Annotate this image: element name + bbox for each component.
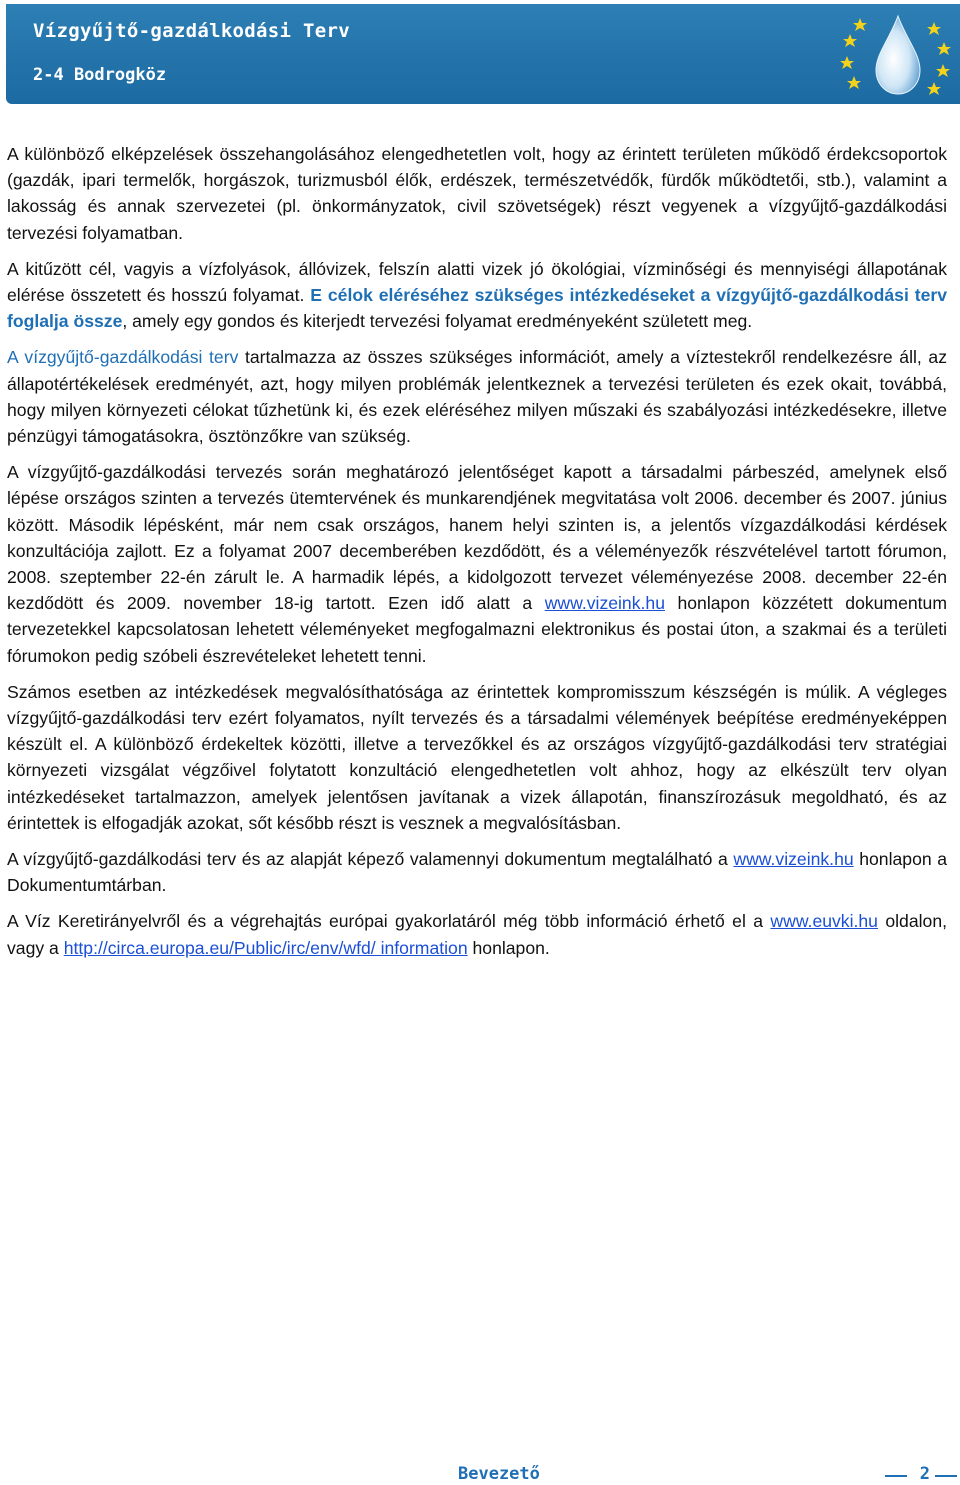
document-body — [7, 141, 947, 971]
circa-europa-link[interactable]: http://circa.europa.eu/Public/irc/env/wfd/ information — [63, 937, 468, 958]
paragraph-documents-text-1: A vízgyűjtő-gazdálkodási terv és az alapját képező valamennyi dokumentum megtalálható a — [7, 849, 734, 870]
header-title: Vízgyűjtő-gazdálkodási Terv — [33, 20, 350, 42]
paragraph-plan-contents — [7, 344, 947, 449]
paragraph-compromise: Számos esetben az intézkedések megvalósíthatósága az érintettek kompromisszum készségén is múlik. A végleges vízgyűjtő-gazdálkodási terv ezért folyamatos, nyílt tervezés és a társadalmi vélemények beépítése eredményeképpen készült el. A különböző érdekeltek közötti, illetve a tervezőkkel és az országos vízgyűjtő-gazdálkodási terv stratégiai környezeti vizsgálat végzőivel folytatott konzultáció elengedhetetlen volt ahhoz, hogy az elkészült terv olyan intézkedéseket tartalmazzon, amelyek jelentősen javítanak a vizek állapotán, finanszírozásuk megoldható, és az érintettek is elfogadják azokat, sőt később részt is vesznek a megvalósításban. — [7, 681, 947, 833]
paragraph-public-dialogue — [7, 459, 947, 669]
paragraph-more-info — [7, 908, 947, 960]
footer-page-number: 2 — [919, 1464, 930, 1484]
eu-stars-water-drop-icon — [810, 4, 960, 104]
paragraph-goals-text-1: A kitűzött cél, vagyis a vízfolyások, állóvizek, felszín alatti vizek jó ökológiai, vízminőségi és mennyiségi állapotának elérése összetett és hosszú folyamat. — [7, 258, 947, 306]
paragraph-public-dialogue-text-1: A vízgyűjtő-gazdálkodási tervezés során meghatározó jelentőséget kapott a társadalmi párbeszéd, amelynek első lépése országos szinten a tervezés ütemtervének és munkarendjének megvitatása volt 2006. december és 2007. június között. Második lépésként, már nem csak országos, hanem helyi szinten is, a jelentős vízgazdálkodási kérdések konzultációja zajlott. Ez a folyamat 2007 decemberében kezdődött, és a véleményezők részvételével tartott fórumon, 2008. szeptember 22-én zárult le. A harmadik lépés, a kidolgozott tervezet véleményezése 2008. december 22-én kezdődött és 2009. november 18-ig tartott. Ezen idő alatt a — [7, 462, 947, 614]
paragraph-documents-text-2: honlapon a Dokumentumtárban. — [7, 849, 947, 896]
paragraph-more-info-text-1: A Víz Keretirányelvről és a végrehajtás európai gyakorlatáról még több információ érhető el a — [7, 911, 771, 932]
footer-dash-right — [935, 1475, 957, 1477]
page-header — [6, 4, 960, 104]
paragraph-goals-text-2: , amely egy gondos és kiterjedt tervezési folyamat eredményeként született meg. — [122, 311, 753, 332]
paragraph-more-info-text-2: oldalon, vagy a — [7, 911, 947, 958]
paragraph-more-info-text-3: honlapon. — [467, 937, 550, 958]
header-subtitle: 2-4 Bodrogköz — [33, 65, 167, 85]
footer-dash-left — [885, 1475, 907, 1477]
euvki-link[interactable]: www.euvki.hu — [770, 911, 878, 932]
highlighted-plan-name: A vízgyűjtő-gazdálkodási terv — [7, 347, 239, 368]
highlighted-plan-summary: E célok eléréséhez szükséges intézkedéseket a vízgyűjtő-gazdálkodási terv foglalja össze — [7, 285, 948, 332]
footer-chapter-title: Bevezető — [458, 1464, 540, 1484]
paragraph-documents — [7, 846, 947, 898]
vizeink-link[interactable]: www.vizeink.hu — [544, 593, 665, 614]
vizeink-doc-link[interactable]: www.vizeink.hu — [733, 849, 854, 870]
paragraph-stakeholders: A különböző elképzelések összehangolásához elengedhetetlen volt, hogy az érintett területen működő érdekcsoportok (gazdák, ipari termelők, horgászok, turizmusból élők, erdészek, természetvédők, fürdők működtetői, stb.), valamint a lakosság és annak szervezetei (pl. önkormányzatok, civil szövetségek) részt vegyenek a vízgyűjtő-gazdálkodási tervezési folyamatban. — [7, 144, 947, 243]
page-footer — [0, 1464, 960, 1484]
paragraph-goals — [7, 256, 947, 335]
paragraph-plan-contents-text: tartalmazza az összes szükséges információt, amely a víztestekről rendelkezésre áll, az állapotértékelések eredményét, azt, hogy milyen problémák jelentkeznek a tervezési területen és ezek okait, továbbá, hogy milyen környezeti célokat tűzhetünk ki, és ezek eléréséhez milyen műszaki és szabályozási intézkedésekre, illetve pénzügyi támogatásokra, ösztönzőkre van szükség. — [7, 347, 948, 447]
paragraph-public-dialogue-text-2: honlapon közzétett dokumentum tervezetekkel kapcsolatosan lehetett véleményeket megfogalmazni elektronikus és postai úton, a szakmai és a területi fórumokon pedig szóbeli észrevételeket lehetett tenni. — [7, 593, 947, 666]
